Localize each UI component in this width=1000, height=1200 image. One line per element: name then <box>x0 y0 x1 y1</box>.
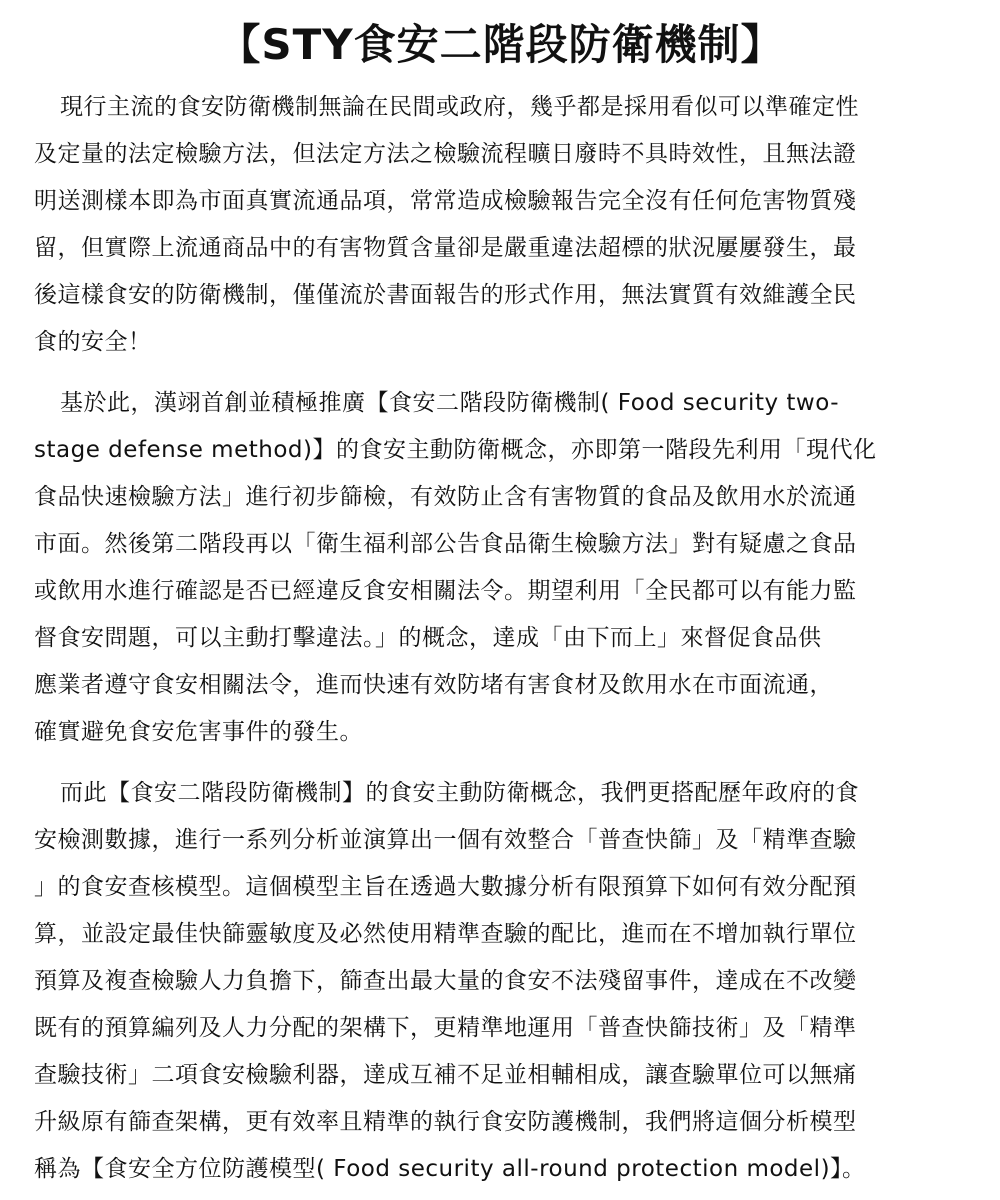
paragraph-current-mechanisms <box>34 84 968 366</box>
text-line: 應業者遵守食安相關法令，進而快速有效防堵有害食材及飲用水在市面流通， <box>34 672 833 698</box>
paragraph-two-stage-concept <box>34 380 968 756</box>
text-line: 而此【食安二階段防衛機制】的食安主動防衛概念，我們更搭配歷年政府的食 <box>60 780 859 806</box>
text-line: 安檢測數據，進行一系列分析並演算出一個有效整合「普查快篩」及「精準查驗 <box>34 827 857 853</box>
paragraph-protection-model <box>34 770 968 1193</box>
text-line: 稱為【食安全方位防護模型( Food security all-round protection model)】。 <box>34 1156 866 1182</box>
text-line: 留，但實際上流通商品中的有害物質含量卻是嚴重違法超標的狀況屢屢發生，最 <box>34 235 857 261</box>
text-line: 督食安問題，可以主動打擊違法。」的概念，達成「由下而上」來督促食品供 <box>34 625 822 651</box>
text-line: 後這樣食安的防衛機制，僅僅流於書面報告的形式作用，無法實質有效維護全民 <box>34 282 857 308</box>
text-line: 及定量的法定檢驗方法，但法定方法之檢驗流程曠日廢時不具時效性，且無法證 <box>34 141 857 167</box>
text-line: 食品快速檢驗方法」進行初步篩檢，有效防止含有害物質的食品及飲用水於流通 <box>34 484 857 510</box>
text-line: 算，並設定最佳快篩靈敏度及必然使用精準查驗的配比，進而在不增加執行單位 <box>34 921 857 947</box>
text-line: 基於此，漢翊首創並積極推廣【食安二階段防衛機制( Food security two- <box>60 390 840 416</box>
text-line: stage defense method)】的食安主動防衛概念，亦即第一階段先利用「現代化 <box>34 437 877 463</box>
text-line: 或飲用水進行確認是否已經違反食安相關法令。期望利用「全民都可以有能力監 <box>34 578 857 604</box>
text-line: 市面。然後第二階段再以「衛生福利部公告食品衛生檢驗方法」對有疑慮之食品 <box>34 531 857 557</box>
page-title: 【STY食安二階段防衛機制】 <box>218 20 784 69</box>
text-line: 查驗技術」二項食安檢驗利器，達成互補不足並相輔相成，讓查驗單位可以無痛 <box>34 1062 857 1088</box>
text-line: 預算及複查檢驗人力負擔下，篩查出最大量的食安不法殘留事件，達成在不改變 <box>34 968 857 994</box>
text-line: 既有的預算編列及人力分配的架構下，更精準地運用「普查快篩技術」及「精準 <box>34 1015 857 1041</box>
text-line: 現行主流的食安防衛機制無論在民間或政府，幾乎都是採用看似可以準確定性 <box>60 94 859 120</box>
text-line: 食的安全！ <box>34 329 152 355</box>
text-line: 確實避免食安危害事件的發生。 <box>34 719 363 745</box>
document-body <box>34 84 968 1193</box>
text-line: 」的食安查核模型。這個模型主旨在透過大數據分析有限預算下如何有效分配預 <box>34 874 857 900</box>
text-line: 升級原有篩查架構，更有效率且精準的執行食安防護機制，我們將這個分析模型 <box>34 1109 857 1135</box>
text-line: 明送測樣本即為市面真實流通品項，常常造成檢驗報告完全沒有任何危害物質殘 <box>34 188 857 214</box>
